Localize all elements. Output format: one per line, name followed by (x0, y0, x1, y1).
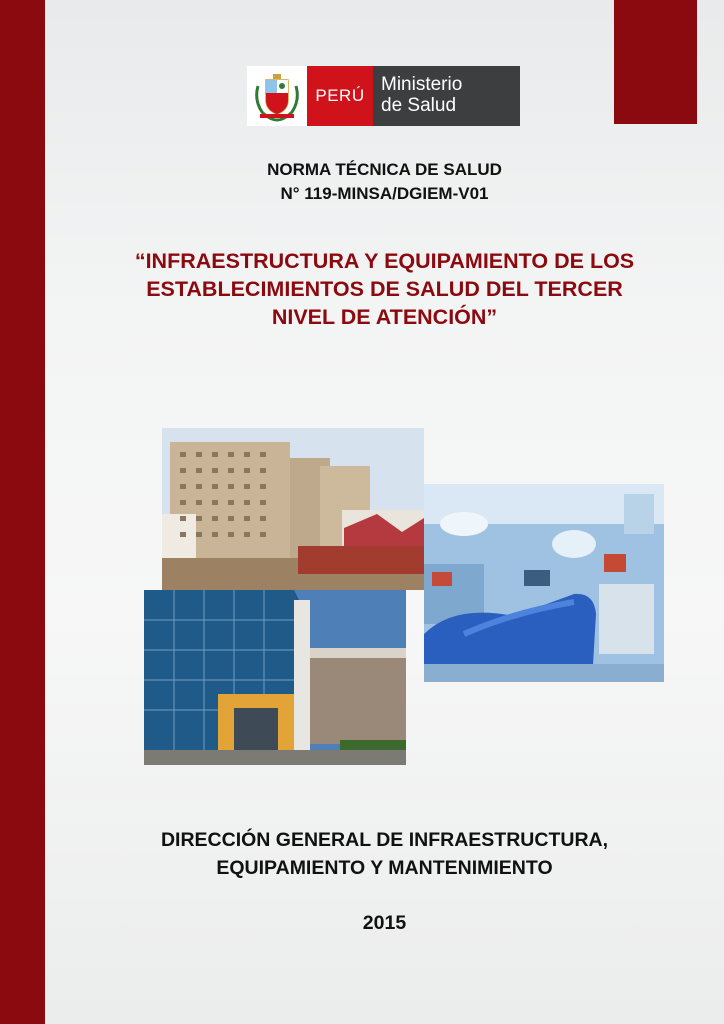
coat-of-arms-icon (247, 66, 307, 126)
peru-label: PERÚ (307, 66, 373, 126)
hospital-building-photo (162, 428, 424, 590)
ministry-line-2: de Salud (381, 95, 457, 116)
title-line-3: NIVEL DE ATENCIÓN” (271, 305, 498, 329)
title-line-1: “INFRAESTRUCTURA Y EQUIPAMIENTO DE LOS (134, 249, 635, 273)
direction-line-1: DIRECCIÓN GENERAL DE INFRAESTRUCTURA, (160, 829, 609, 851)
norma-heading (45, 158, 724, 206)
ministry-logo (247, 66, 520, 126)
publication-year: 2015 (362, 912, 407, 934)
modern-glass-building-photo (144, 590, 406, 765)
ministry-line-1: Ministerio (381, 74, 463, 95)
direction-line-2: EQUIPAMIENTO Y MANTENIMIENTO (216, 857, 553, 879)
document-title (45, 247, 724, 331)
left-accent-bar (0, 0, 45, 1024)
ministry-name (373, 66, 520, 126)
norma-line-1: NORMA TÉCNICA DE SALUD (267, 160, 502, 179)
top-right-accent-block (614, 0, 697, 124)
operating-room-photo (424, 484, 664, 682)
direction-heading (45, 826, 724, 882)
title-line-2: ESTABLECIMIENTOS DE SALUD DEL TERCER (146, 277, 623, 301)
norma-line-2: N° 119-MINSA/DGIEM-V01 (280, 184, 489, 203)
